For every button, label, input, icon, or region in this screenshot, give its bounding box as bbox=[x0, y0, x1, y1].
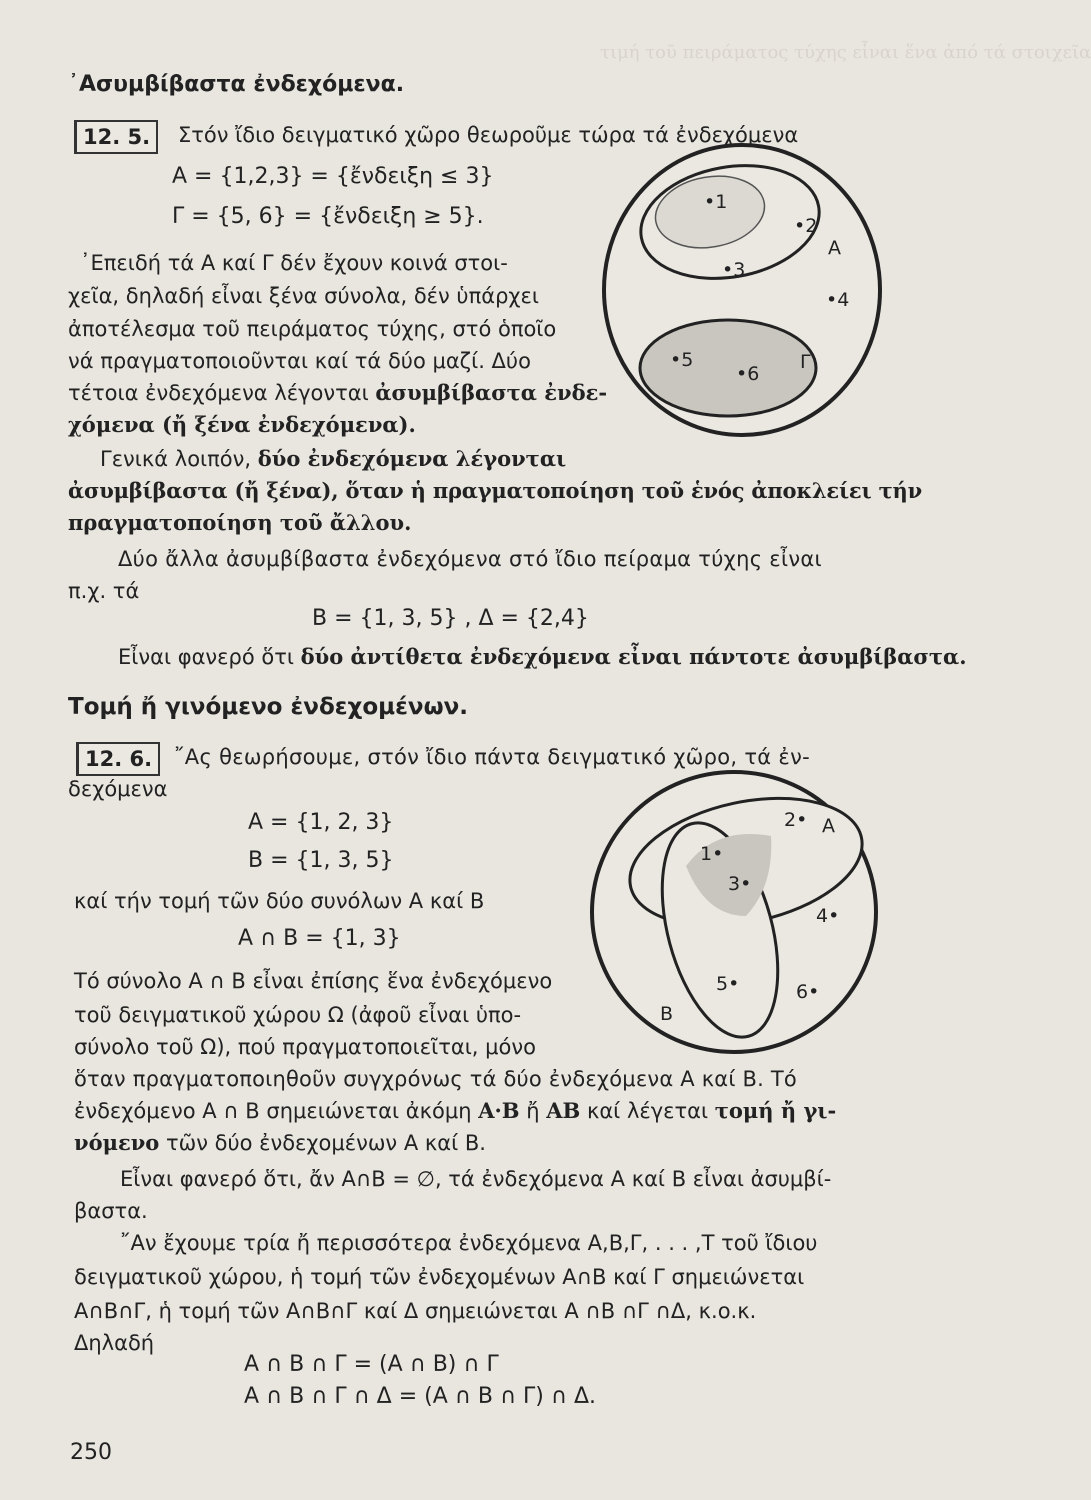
text-span: Γενικά λοιπόν, bbox=[100, 447, 258, 471]
page-number: 250 bbox=[70, 1440, 112, 1465]
paragraph-line bbox=[68, 380, 607, 406]
text-span: τῶν δύο ἐνδεχομένων Α καί Β. bbox=[159, 1131, 486, 1155]
exercise-number-12-5: 12. 5. bbox=[74, 120, 158, 154]
intersection-result: Α ∩ Β = {1, 3} bbox=[238, 926, 401, 951]
paragraph-line: χεῖα, δηλαδή εἶναι ξένα σύνολα, δέν ὑπάρχει bbox=[68, 284, 539, 308]
paragraph-line: Δηλαδή bbox=[74, 1331, 155, 1355]
definition-line bbox=[100, 446, 566, 472]
definition-line: ἀσυμβίβαστα (ἤ ξένα), ὅταν ἡ πραγματοποίηση τοῦ ἑνός ἀποκλείει τήν bbox=[68, 478, 922, 503]
point-label: •4 bbox=[826, 289, 850, 311]
paragraph-line: Εἶναι φανερό ὅτι, ἄν Α∩Β = ∅, τά ἐνδεχόμενα Α καί Β εἶναι ἀσυμβί- bbox=[120, 1167, 832, 1191]
bold-term: νόμενο bbox=[74, 1130, 160, 1155]
section-heading-intersection: Τομή ἤ γινόμενο ἐνδεχομένων. bbox=[68, 694, 468, 720]
paragraph-line: ὅταν πραγματοποιηθοῦν συγχρόνως τά δύο ἐνδεχόμενα Α καί Β. Τό bbox=[74, 1067, 797, 1091]
bold-term: δύο ἐνδεχόμενα λέγονται bbox=[257, 446, 567, 471]
paragraph-line: ᾿Επειδή τά Α καί Γ δέν ἔχουν κοινά στοι- bbox=[80, 251, 508, 275]
paragraph-line bbox=[74, 1098, 836, 1124]
point-label: 4• bbox=[816, 905, 840, 927]
set-label-b: Β bbox=[660, 1003, 674, 1025]
bold-term: δύο ἀντίθετα ἐνδεχόμενα εἶναι πάντοτε ἀσυμβίβαστα. bbox=[300, 644, 967, 669]
exercise-number-12-6: 12. 6. bbox=[76, 742, 160, 776]
paragraph-line: σύνολο τοῦ Ω), πού πραγματοποιεῖται, μόνο bbox=[74, 1035, 536, 1059]
point-label: 1• bbox=[700, 843, 724, 865]
point-label: 5• bbox=[716, 973, 740, 995]
paragraph-line: βαστα. bbox=[74, 1199, 148, 1223]
section-heading-incompatible: ᾿Ασυμβίβαστα ἐνδεχόμενα. bbox=[68, 72, 405, 97]
definition-line: πραγματοποίηση τοῦ ἄλλου. bbox=[68, 510, 412, 535]
point-label: •3 bbox=[722, 259, 746, 281]
example-line: π.χ. τά bbox=[68, 579, 140, 603]
point-label: •1 bbox=[704, 191, 728, 213]
set-b-definition-2: Β = {1, 3, 5} bbox=[248, 848, 394, 873]
text-span: τέτοια ἐνδεχόμενα λέγονται bbox=[68, 381, 376, 405]
bleed-through: τιμή τοῦ πειράματος τύχης εἶναι ἕνα ἀπό τά στοιχεῖα bbox=[600, 42, 1091, 63]
venn-diagram-2 bbox=[596, 766, 886, 1066]
exercise-intro: Στόν ἴδιο δειγματικό χῶρο θεωροῦμε τώρα τά ἐνδεχόμενα bbox=[178, 123, 799, 147]
point-label: 6• bbox=[796, 981, 820, 1003]
paragraph-line: δειγματικοῦ χώρου, ἡ τομή τῶν ἐνδεχομένων Α∩Β καί Γ σημειώνεται bbox=[74, 1265, 805, 1289]
set-g-ellipse bbox=[640, 320, 816, 416]
set-label-g: Γ bbox=[800, 351, 811, 373]
bold-term: τομή ἤ γι- bbox=[714, 1098, 837, 1123]
set-label-a: Α bbox=[828, 237, 841, 259]
point-label: 3• bbox=[728, 873, 752, 895]
exercise-intro: ῎Ας θεωρήσουμε, στόν ἴδιο πάντα δειγματικό χῶρο, τά ἐν- bbox=[174, 745, 810, 769]
paragraph-line: ἀποτέλεσμα τοῦ πειράματος τύχης, στό ὁποῖο bbox=[68, 317, 557, 341]
paragraph-line: τοῦ δειγματικοῦ χώρου Ω (ἀφοῦ εἶναι ὑπο- bbox=[74, 1003, 522, 1027]
text-span: ἤ bbox=[519, 1099, 547, 1123]
point-label: •6 bbox=[736, 363, 760, 385]
example-line: Δύο ἄλλα ἀσυμβίβαστα ἐνδεχόμενα στό ἴδιο πείραμα τύχης εἶναι bbox=[118, 547, 822, 571]
formula-triple-intersection: Α ∩ Β ∩ Γ = (Α ∩ Β) ∩ Γ bbox=[244, 1352, 499, 1377]
exercise-intro: δεχόμενα bbox=[68, 777, 168, 801]
point-label: •5 bbox=[670, 349, 694, 371]
point-label: 2• bbox=[784, 809, 808, 831]
paragraph-line: νά πραγματοποιοῦνται καί τά δύο μαζί. Δύο bbox=[68, 349, 531, 373]
conclusion-line bbox=[118, 644, 967, 670]
bold-term: ΑΒ bbox=[546, 1098, 581, 1123]
paragraph-line: ῎Αν ἔχουμε τρία ἤ περισσότερα ἐνδεχόμενα Α,Β,Γ, . . . ,Τ τοῦ ἴδιου bbox=[120, 1231, 818, 1255]
formula-quadruple-intersection: Α ∩ Β ∩ Γ ∩ Δ = (Α ∩ Β ∩ Γ) ∩ Δ. bbox=[244, 1384, 597, 1409]
set-a-definition: Α = {1,2,3} = {ἔνδειξη ≤ 3} bbox=[172, 164, 494, 189]
venn-diagram-1 bbox=[600, 140, 890, 460]
set-g-definition: Γ = {5, 6} = {ἔνδειξη ≥ 5}. bbox=[172, 204, 484, 229]
bold-term: ἀσυμβίβαστα ἐνδε- bbox=[375, 380, 608, 405]
point-label: •2 bbox=[794, 215, 818, 237]
set-label-a: Α bbox=[822, 815, 835, 837]
text-span: καί λέγεται bbox=[580, 1099, 715, 1123]
set-a-definition-2: Α = {1, 2, 3} bbox=[248, 810, 394, 835]
bold-term: Α·Β bbox=[478, 1098, 520, 1123]
intersection-intro: καί τήν τομή τῶν δύο συνόλων Α καί Β bbox=[74, 889, 485, 913]
paragraph-line bbox=[74, 1130, 486, 1156]
sets-b-d: Β = {1, 3, 5} , Δ = {2,4} bbox=[312, 606, 589, 631]
text-span: ἐνδεχόμενο Α ∩ Β σημειώνεται ἀκόμη bbox=[74, 1099, 479, 1123]
paragraph-line: χόμενα (ἤ ξένα ἐνδεχόμενα). bbox=[68, 412, 416, 437]
paragraph-line: Α∩Β∩Γ, ἡ τομή τῶν Α∩Β∩Γ καί Δ σημειώνεται Α ∩Β ∩Γ ∩Δ, κ.ο.κ. bbox=[74, 1299, 757, 1323]
text-span: Εἶναι φανερό ὅτι bbox=[118, 645, 301, 669]
paragraph-line: Τό σύνολο Α ∩ Β εἶναι ἐπίσης ἕνα ἐνδεχόμενο bbox=[74, 969, 553, 993]
